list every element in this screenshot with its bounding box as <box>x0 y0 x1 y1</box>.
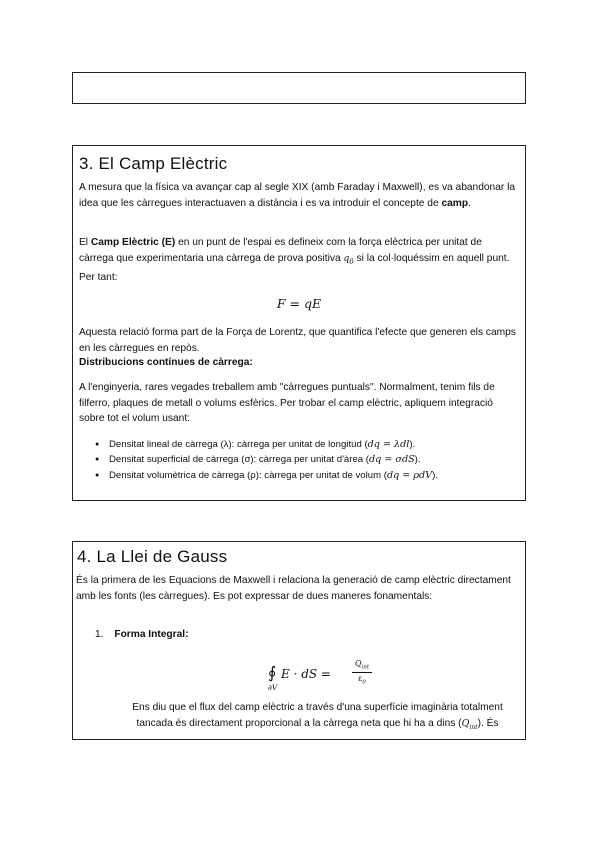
distrib-paragraph: A l'enginyeria, rares vegades treballem amb "càrregues puntuals". Normalment, tenim fils de filferro, plaques de metall o volums esfèrics. Per trobar el camp elèctric, apliquem integració sobre tot el volum usant: <box>79 382 495 424</box>
section-3-title: 3. El Camp Elèctric <box>79 154 228 173</box>
q-subscript: int <box>361 664 370 671</box>
bullet-text: Densitat lineal de càrrega (λ): càrrega per unitat de longitud ( <box>109 439 368 450</box>
section-3-box <box>72 145 526 501</box>
bullet-math: dq = ρdV <box>386 469 433 481</box>
formula-lhs: E · dS = <box>281 667 331 681</box>
formula-f-qe-text: F = qE <box>276 296 322 311</box>
section-3-definition <box>79 235 519 286</box>
intro-bold-camp: camp <box>441 197 469 209</box>
bullet-end: ). <box>409 439 416 450</box>
list-number: 1. <box>95 629 104 640</box>
def-bold-term: Camp Elèctric (E) <box>90 237 176 248</box>
gauss-explanation <box>115 700 520 735</box>
bullet-text: Densitat volumètrica de càrrega (ρ): càrrega per unitat de volum ( <box>109 469 387 481</box>
closed-integral-symbol: ∮ <box>268 663 277 682</box>
bullet-end: ). <box>414 454 421 466</box>
def-q0: q <box>343 253 350 264</box>
bullet-end: ). <box>432 469 438 481</box>
bullet-text: Densitat superficial de càrrega (σ): càrrega per unitat d'àrea ( <box>109 454 369 466</box>
section-4-intro: És la primera de les Equacions de Maxwell i relaciona la generació de camp elèctric directament amb les fonts (les càrregues). Es pot expressar de dues maneres fonamentals: <box>76 575 511 602</box>
lorentz-paragraph: Aquesta relació forma part de la Força de Lorentz, que quantifica l'efecte que generen els camps en les càrregues en repòs. <box>79 327 516 354</box>
list-item <box>95 437 438 452</box>
fraction-denominator <box>352 674 372 686</box>
explain-text: Ens diu que el flux del camp elèctric a través d'una superfície imaginària totalment tancada és directament proporcional a la càrrega neta que hi ha a dins ( <box>132 702 503 729</box>
density-list <box>95 437 438 483</box>
section-4-title: 4. La Llei de Gauss <box>77 547 228 566</box>
q-symbol: Q <box>354 659 362 668</box>
def-text-end: si la col·loquéssim en aquell punt. Per tant: <box>79 252 510 284</box>
bullet-math: dq = λdl <box>367 439 410 450</box>
section-4-box <box>72 541 526 740</box>
fraction-numerator <box>352 659 372 671</box>
numbered-item-1 <box>95 629 189 640</box>
intro-end: . <box>468 197 471 209</box>
list-label: Forma Integral: <box>114 629 189 640</box>
list-item <box>95 452 438 467</box>
explain-q: Q <box>461 717 470 729</box>
empty-header-box <box>72 72 526 104</box>
list-item <box>95 468 438 483</box>
gauss-integral-formula <box>268 659 388 699</box>
explain-q-sub: int <box>469 723 478 731</box>
def-text-start: El <box>79 237 91 248</box>
epsilon-subscript: 0 <box>362 679 366 686</box>
formula-f-qe <box>73 296 525 311</box>
explain-end: ). És <box>477 717 499 729</box>
integral-region: ∂V <box>268 683 278 692</box>
distrib-heading <box>79 355 519 371</box>
bullet-math: dq = σdS <box>368 454 415 466</box>
distrib-heading-text: Distribucions contínues de càrrega: <box>79 357 253 368</box>
fraction-bar <box>352 672 372 673</box>
def-text-mid: en un punt de l'espai es defineix com la força elèctrica per unitat de càrrega que experimentaria una càrrega de prova positiva <box>79 237 482 264</box>
epsilon-symbol: ε <box>358 674 363 683</box>
def-q0-sub: 0 <box>349 257 354 266</box>
section-3-intro <box>79 180 519 211</box>
intro-text: A mesura que la física va avançar cap al segle XIX (amb Faraday i Maxwell), es va abandonar la idea que les càrregues interactuaven a distància i es va introduir el concepte de <box>79 182 516 209</box>
